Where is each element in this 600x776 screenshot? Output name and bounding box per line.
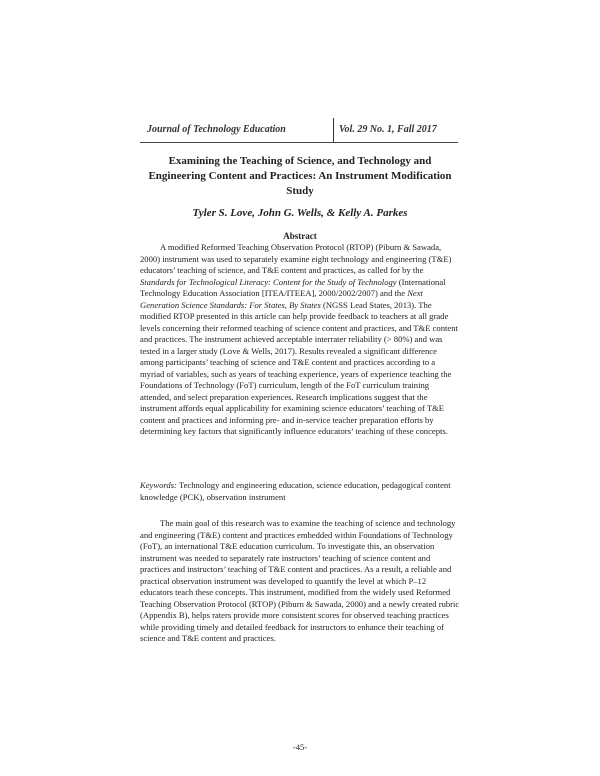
keywords-text: Technology and engineering education, science education, pedagogical content knowledge (PCK), observation instrument	[140, 480, 451, 502]
body-paragraph	[140, 518, 460, 645]
keywords-paragraph	[140, 480, 460, 503]
journal-name: Journal of Technology Education	[147, 124, 286, 135]
abstract-italic-1: Standards for Technological Literacy: Content for the Study of Technology	[140, 276, 397, 287]
abstract-heading: Abstract	[283, 231, 317, 241]
article-title: Examining the Teaching of Science, and Technology and Engineering Content and Practices: An Instrument Modification Study	[148, 155, 452, 197]
abstract-paragraph	[140, 242, 460, 438]
abstract-text-1: A modified Reformed Teaching Observation Protocol (RTOP) (Piburn & Sawada, 2000) instrument was used to separately examine eight technology and engineering (T&E) educators’ teaching of science, and T&E content and practices, as called for by the	[140, 242, 452, 275]
header-divider	[333, 118, 334, 142]
article-authors: Tyler S. Love, John G. Wells, & Kelly A. Parkes	[192, 207, 408, 219]
issue-info: Vol. 29 No. 1, Fall 2017	[339, 124, 437, 135]
body-paragraph-text: The main goal of this research was to examine the teaching of science and technology and engineering (T&E) content and practices embedded within Foundations of Technology (FoT), an international T&E education curriculum. To investigate this, an observation instrument was needed to separately rate instructors’ teaching of science content and practices and instructors’ teaching of T&E content and practices. As a result, a reliable and practical observation instrument was developed to quantify the level at which P–12 educators teach these concepts. This instrument, modified from the widely used Reformed Teaching Observation Protocol (RTOP) (Piburn & Sawada, 2000) and a newly created rubric (Appendix B), helps raters provide more consistent scores for observed teaching practices while providing timely and detailed feedback for instructors to enhance their teaching of science and T&E content and practices.	[140, 518, 460, 643]
abstract-text-3: (NGSS Lead States, 2013). The modified RTOP presented in this article can help provide feedback to teachers at all grade levels concerning their reformed teaching of science content and practices, and T&E content and practices. The instrument achieved acceptable interrater reliability (> 80%) and was tested in a larger study (Love & Wells, 2017). Results revealed a significant difference among participants’ teaching of science and T&E content and practices according to a myriad of variables, such as years of teaching experience, years of experience teaching the Foundations of Technology (FoT) curriculum, length of the FoT curriculum training attended, and select preparation experiences. Research implications suggest that the instrument affords equal applicability for examining science educators’ teaching of T&E content and practices and informing pre- and in-service teacher preparation efforts by determining key factors that significantly influence educators’ teaching of these concepts.	[140, 299, 458, 436]
keywords-label: Keywords:	[140, 480, 177, 490]
running-header	[140, 118, 458, 143]
abstract-text-2: (International Technology Education Association [ITEA/ITEEA], 2000/2002/2007) and the	[140, 276, 446, 298]
page-number: -45-	[292, 742, 308, 752]
abstract-italic-2: Next Generation Science Standards: For States, By States	[140, 288, 423, 310]
